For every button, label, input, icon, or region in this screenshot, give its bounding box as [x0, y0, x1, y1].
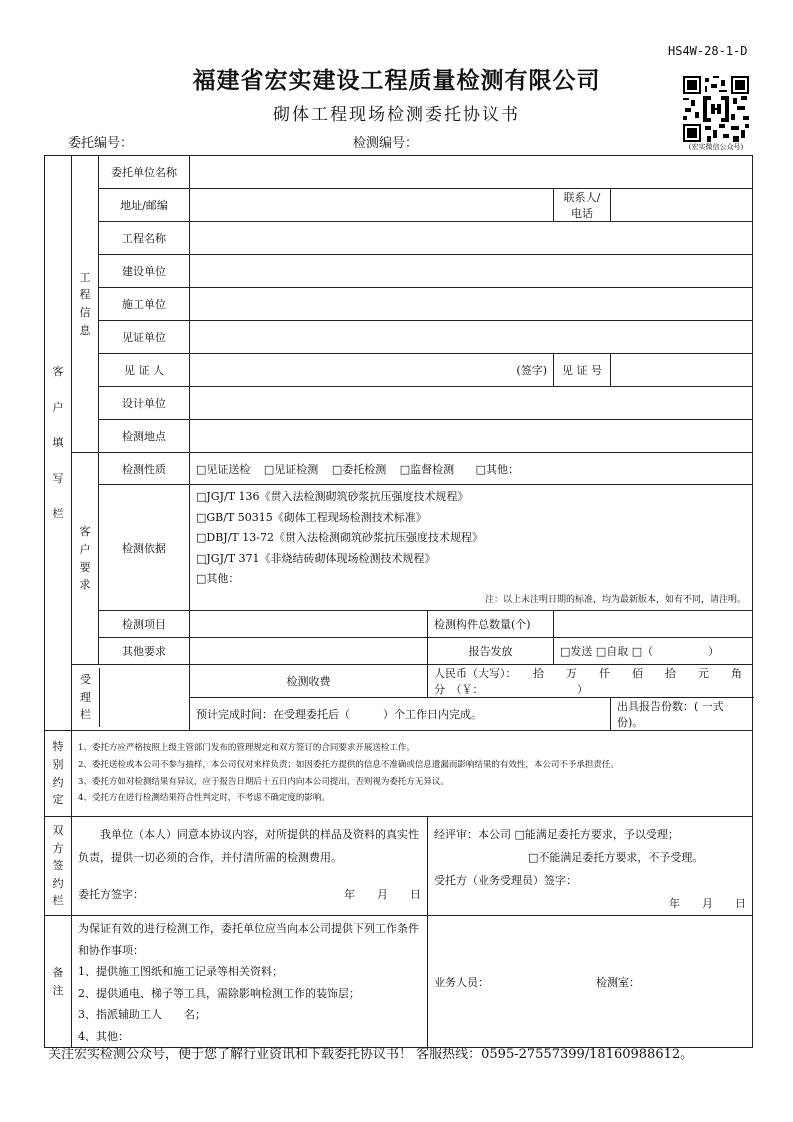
client-sign-label[interactable]: 委托方签字：: [78, 888, 144, 901]
basis-option[interactable]: □其他：: [196, 572, 240, 585]
staff-label[interactable]: 业务人员：: [434, 975, 489, 989]
total-label: 检测构件总数量(个): [428, 611, 554, 638]
nature-option[interactable]: □其他：: [475, 462, 520, 476]
client-statement: 我单位（本人）同意本协议内容，对所提供的样品及资料的真实性负责，提供一切必须的合作，并付清所需的检测费用。: [78, 828, 419, 864]
document-title: 砌体工程现场检测委托协议书: [273, 105, 520, 125]
nature-option[interactable]: □监督检测: [399, 462, 455, 476]
fee-field[interactable]: 人民币（大写）： 拾 万 仟 佰 拾 元 角 分 （￥： ）: [428, 665, 753, 698]
witness-signature-field[interactable]: [190, 354, 554, 387]
qr-code: [683, 76, 749, 142]
builder-label: 施工单位: [99, 288, 190, 321]
other-field[interactable]: [190, 638, 428, 665]
address-label: 地址/邮编: [99, 189, 190, 222]
section-requirements: 客 户 要 求: [72, 453, 99, 665]
nature-option[interactable]: □委托检测: [331, 462, 387, 476]
agent-sign-date[interactable]: 年 月 日: [669, 897, 746, 910]
contact-label: 联系人/电话: [554, 189, 611, 222]
witness-no-label: 见 证 号: [554, 354, 611, 387]
report-label: 报告发放: [428, 638, 554, 665]
witness-unit-label: 见证单位: [99, 321, 190, 354]
nature-option[interactable]: □见证检测: [263, 462, 319, 476]
items-label: 检测项目: [99, 611, 190, 638]
basis-note: 注：以上未注明日期的标准，均为最新版本，如有不同，请注明。: [484, 594, 746, 605]
remarks-list: 为保证有效的进行检测工作，委托单位应当向本公司提供下列工作条件和协作事项： 1、提供施工图纸和施工记录等相关资料； 2、提供通电、梯子等工具，需除影响检测工作的装饰层； 3、指派辅助工人 名； 4、其他：: [72, 916, 428, 1048]
report-options[interactable]: □发送 □自取 □（ ）: [554, 638, 753, 665]
section-project-info: 工 程 信 息: [72, 156, 99, 453]
signature-note: (签字): [516, 364, 547, 377]
commission-form: [44, 155, 768, 1048]
form-code: HS4W-28-1-D: [668, 44, 748, 58]
address-field[interactable]: [190, 189, 554, 222]
section-customer: 客 户 填 写 栏: [45, 156, 72, 731]
agent-sign-label[interactable]: 受托方（业务受理员）签字：: [434, 874, 577, 887]
basis-options: [190, 485, 753, 611]
qr-caption: (宏实微信公众号): [688, 143, 744, 151]
project-name-field[interactable]: [190, 222, 753, 255]
section-special: 特 别 约 定: [45, 731, 72, 817]
remarks-staff-cell: [428, 916, 753, 1048]
design-unit-field[interactable]: [190, 387, 753, 420]
basis-option[interactable]: □JGJ/T 136《贯入法检测砌筑砂浆抗压强度技术规程》: [196, 490, 469, 503]
special-terms: 1、委托方应严格按照上级主管部门发布的管理规定和双方签订的合同要求开展送检工作。 2、委托送检或本公司不参与抽样，本公司仅对来样负责；如因委托方提供的信息不准确或信息遗漏而影响结果的有效性，本公司不予承担责任。 3、委托方如对检测结果有异议，应于报告日期后十五日内向本公司提出，否则视为委托方无异议。 4、受托方在进行检测结果符合性判定时，不考虑不确定度的影响。: [72, 731, 753, 817]
project-name-label: 工程名称: [99, 222, 190, 255]
construction-unit-label: 建设单位: [99, 255, 190, 288]
test-no-label: 检测编号：: [353, 136, 419, 151]
commission-no-label: 委托编号：: [68, 136, 134, 151]
agent-sign-cell: [428, 817, 753, 916]
basis-option[interactable]: □GB/T 50315《砌体工程现场检测技术标准》: [196, 510, 427, 524]
finish-time[interactable]: 预计完成时间：在受理委托后（ ）个工作日内完成。: [190, 698, 611, 731]
footer-hotline: 关注宏实检测公众号，便于您了解行业资讯和下载委托协议书！ 客服热线：0595-27557399/18160988612。: [48, 1047, 694, 1062]
fee-label: 检测收费: [190, 665, 428, 698]
section-sign: 双 方 签 约 栏: [45, 817, 72, 916]
client-name-field[interactable]: [190, 156, 753, 189]
location-label: 检测地点: [99, 420, 190, 453]
client-name-label: 委托单位名称: [99, 156, 190, 189]
items-field[interactable]: [190, 611, 428, 638]
design-unit-label: 设计单位: [99, 387, 190, 420]
contact-field[interactable]: [611, 189, 753, 222]
other-label: 其他要求: [99, 638, 190, 665]
witness-no-field[interactable]: [611, 354, 753, 387]
construction-unit-field[interactable]: [190, 255, 753, 288]
basis-label: 检测依据: [99, 485, 190, 611]
lab-label[interactable]: 检测室：: [596, 975, 640, 989]
location-field[interactable]: [190, 420, 753, 453]
nature-label: 检测性质: [99, 453, 190, 485]
total-field[interactable]: [554, 611, 753, 638]
section-remarks: 备 注: [45, 916, 72, 1048]
basis-option[interactable]: □JGJ/T 371《非烧结砖砌体现场检测技术规程》: [196, 551, 436, 565]
witness-unit-field[interactable]: [190, 321, 753, 354]
client-sign-cell: [72, 817, 428, 916]
company-name: 福建省宏实建设工程质量检测有限公司: [192, 67, 601, 94]
section-acceptance: 受 理 栏: [72, 665, 190, 731]
nature-options: [190, 453, 753, 485]
basis-option[interactable]: □DBJ/T 13-72《贯入法检测砌筑砂浆抗压强度技术规程》: [196, 531, 483, 544]
review-reject[interactable]: □不能满足委托方要求，不予受理。: [528, 851, 704, 864]
client-sign-date[interactable]: 年 月 日: [344, 888, 421, 901]
nature-option[interactable]: □见证送检: [196, 462, 251, 476]
review-accept[interactable]: 经评审：本公司 □能满足委托方要求，予以受理；: [434, 828, 679, 841]
builder-field[interactable]: [190, 288, 753, 321]
report-copies[interactable]: 出具报告份数：( 一式 份)。: [611, 698, 753, 731]
witness-label: 见 证 人: [99, 354, 190, 387]
